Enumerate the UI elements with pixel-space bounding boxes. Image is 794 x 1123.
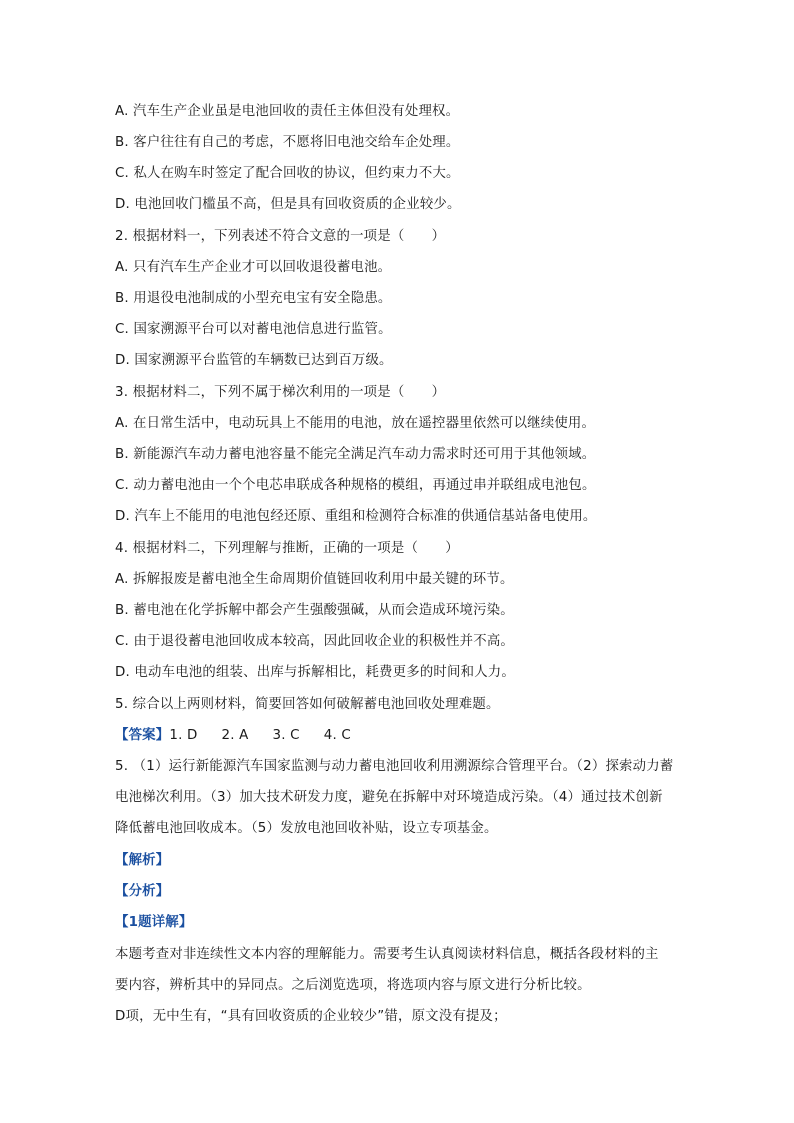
q1-option-c: C. 私人在购车时签定了配合回收的协议，但约束力不大。 xyxy=(115,166,460,181)
q1-detail-label: 【1题详解】 xyxy=(115,915,193,930)
q1-option-a: A. 汽车生产企业虽是电池回收的责任主体但没有处理权。 xyxy=(115,104,460,119)
q4-option-d: D. 电动车电池的组装、出库与拆解相比，耗费更多的时间和人力。 xyxy=(115,665,515,680)
answer-q5-line-1: 5. （1）运行新能源汽车国家监测与动力蓄电池回收利用溯源综合管理平台。（2）探索动力蓄 xyxy=(115,759,674,774)
q1-option-b: B. 客户往往有自己的考虑，不愿将旧电池交给车企处理。 xyxy=(115,135,460,150)
q4-option-c: C. 由于退役蓄电池回收成本较高，因此回收企业的积极性并不高。 xyxy=(115,634,514,649)
q1-detail-line-1: 本题考查对非连续性文本内容的理解能力。需要考生认真阅读材料信息，概括各段材料的主 xyxy=(115,947,659,962)
q3-option-a: A. 在日常生活中，电动玩具上不能用的电池，放在遥控器里依然可以继续使用。 xyxy=(115,416,596,431)
q2-stem: 2. 根据材料一，下列表述不符合文意的一项是（ ） xyxy=(115,229,446,244)
q2-option-b: B. 用退役电池制成的小型充电宝有安全隐患。 xyxy=(115,291,392,306)
q1-detail-line-2: 要内容，辨析其中的异同点。之后浏览选项，将选项内容与原文进行分析比较。 xyxy=(115,978,591,993)
q4-option-a: A. 拆解报废是蓄电池全生命周期价值链回收利用中最关键的环节。 xyxy=(115,572,514,587)
q3-stem: 3. 根据材料二，下列不属于梯次利用的一项是（ ） xyxy=(115,385,446,400)
analysis-sub-label: 【分析】 xyxy=(115,884,170,899)
q3-option-c: C. 动力蓄电池由一个个电芯串联成各种规格的模组，再通过串并联组成电池包。 xyxy=(115,478,596,493)
answer-item-2: 2. A xyxy=(221,728,249,743)
analysis-label: 【解析】 xyxy=(115,853,170,868)
q2-option-c: C. 国家溯源平台可以对蓄电池信息进行监管。 xyxy=(115,322,392,337)
q3-option-b: B. 新能源汽车动力蓄电池容量不能完全满足汽车动力需求时还可用于其他领域。 xyxy=(115,447,596,462)
answer-q5-line-2: 电池梯次利用。（3）加大技术研发力度，避免在拆解中对环境造成污染。（4）通过技术创新 xyxy=(115,790,663,805)
answer-row xyxy=(115,726,715,746)
answer-item-1: 1. D xyxy=(169,728,198,743)
answer-q5-line-3: 降低蓄电池回收成本。（5）发放电池回收补贴，设立专项基金。 xyxy=(115,821,498,836)
answer-item-4: 4. C xyxy=(323,728,351,743)
answer-label: 【答案】 xyxy=(115,728,170,743)
q1-option-d: D. 电池回收门槛虽不高，但是具有回收资质的企业较少。 xyxy=(115,197,461,212)
q5-stem: 5. 综合以上两则材料，简要回答如何破解蓄电池回收处理难题。 xyxy=(115,697,500,712)
q2-option-d: D. 国家溯源平台监管的车辆数已达到百万级。 xyxy=(115,353,393,368)
q3-option-d: D. 汽车上不能用的电池包经还原、重组和检测符合标准的供通信基站备电使用。 xyxy=(115,509,597,524)
answer-item-3: 3. C xyxy=(272,728,300,743)
q4-option-b: B. 蓄电池在化学拆解中都会产生强酸强碱，从而会造成环境污染。 xyxy=(115,603,514,618)
q1-detail-line-3: D项，无中生有，“具有回收资质的企业较少”错，原文没有提及； xyxy=(115,1009,507,1024)
q2-option-a: A. 只有汽车生产企业才可以回收退役蓄电池。 xyxy=(115,260,392,275)
q4-stem: 4. 根据材料二，下列理解与推断，正确的一项是（ ） xyxy=(115,541,459,556)
